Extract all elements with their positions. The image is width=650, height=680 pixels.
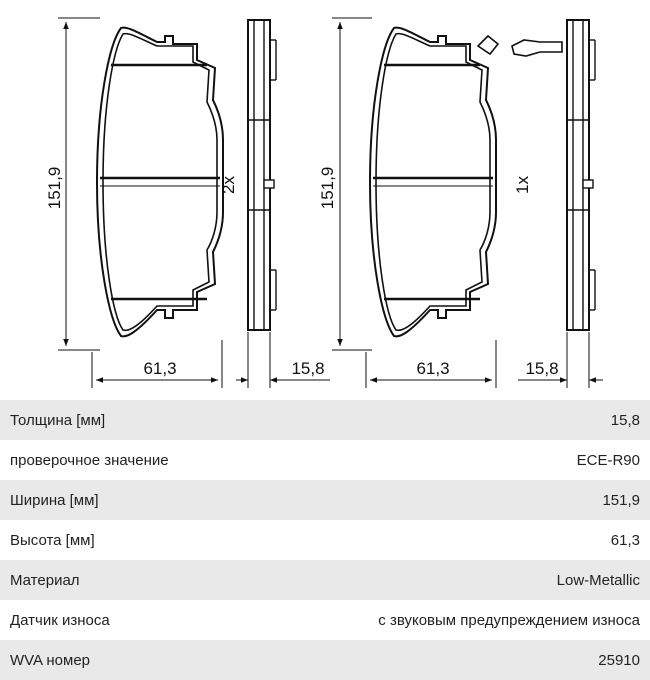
right-quantity-text: 1x [513, 176, 532, 194]
spec-label: Датчик износа [10, 611, 110, 629]
left-thickness-dim-text: 15,8 [291, 359, 325, 378]
spec-label: Высота [мм] [10, 531, 95, 549]
spec-label: проверочное значение [10, 451, 169, 469]
spec-value: 15,8 [610, 411, 640, 429]
spec-value: ECE-R90 [576, 451, 640, 469]
right-pad-group [318, 18, 603, 388]
right-pad-face [370, 28, 496, 337]
wear-sensor-clip [478, 36, 498, 54]
spec-value: с звуковым предупреждением износа [378, 611, 640, 629]
spec-value: 61,3 [610, 531, 640, 549]
left-pad-group [45, 18, 330, 388]
spec-row-width [0, 480, 650, 520]
wear-sensor-side [512, 40, 562, 56]
left-pad-side-profile [248, 20, 276, 330]
spec-row-material [0, 560, 650, 600]
spec-value: 151,9 [602, 491, 640, 509]
specifications-table [0, 400, 650, 680]
left-quantity-text: 2x [219, 176, 238, 194]
right-pad-side-profile [567, 20, 595, 330]
spec-row-height [0, 520, 650, 560]
left-pad-face [97, 28, 223, 337]
spec-row-wva-number [0, 640, 650, 680]
spec-row-test-value [0, 440, 650, 480]
right-thickness-dim-text: 15,8 [525, 359, 559, 378]
spec-label: Материал [10, 571, 80, 589]
spec-row-thickness [0, 400, 650, 440]
spec-row-wear-sensor [0, 600, 650, 640]
spec-label: WVA номер [10, 651, 91, 669]
spec-value: Low-Metallic [556, 571, 640, 589]
spec-label: Ширина [мм] [10, 491, 99, 509]
spec-label: Толщина [мм] [10, 411, 106, 429]
right-width-dim-text: 61,3 [416, 359, 450, 378]
right-height-dim-text: 151,9 [318, 166, 337, 210]
left-width-dim-text: 61,3 [143, 359, 177, 378]
left-height-dim-text: 151,9 [45, 166, 64, 210]
spec-value: 25910 [598, 651, 640, 669]
